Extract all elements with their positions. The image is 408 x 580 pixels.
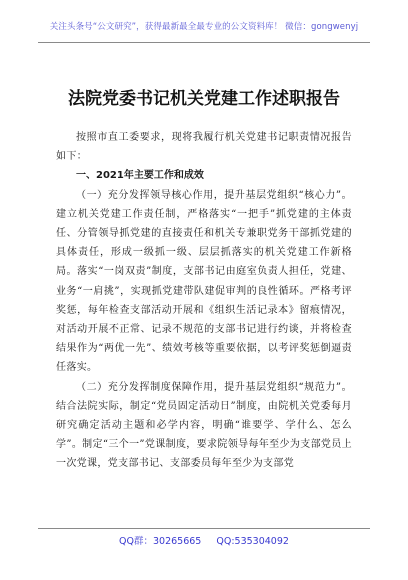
- footer: [0, 533, 408, 547]
- header-divider: [38, 42, 370, 43]
- footer-divider: [38, 528, 370, 529]
- paragraph-1: （一）充分发挥领导核心作用，提升基层党组织“核心力”。建立机关党建工作责任制，严格落实“一把手”抓党建的主体责任、分管领导抓党建的直接责任和机关专兼职党务干部抓党建的具体责任，形成一级抓一级、层层抓落实的机关党建工作新格局。落实“一岗双责”制度，支部书记由庭室负责人担任，党建、业务“一肩挑”，实现抓党建带队建促审判的良性循环。严格考评奖惩，每年检查支部活动开展和《组织生活记录本》留痕情况，对活动开展不正常、记录不规范的支部书记进行约谈，并将检查结果作为“两优一先”、绩效考核等重要依据，以考评奖惩倒逼责任落实。: [56, 189, 352, 374]
- footer-qq-group: QQ群：30265665: [119, 536, 202, 547]
- footer-qq-contact: QQ:535304092: [216, 536, 289, 547]
- paragraph-2: （二）充分发挥制度保障作用，提升基层党组织“规范力”。结合法院实际，制定“党员固定活动日”制度，由院机关党委每月研究确定活动主题和必学内容，明确“谁要学、学什么、怎么学”。制定“三个一”党课制度，要求院领导每年至少为支部党员上一次党课，党支部书记、支部委员每年至少为支部党: [56, 381, 352, 470]
- document-body: [56, 128, 352, 474]
- header-note: 关注头条号“公文研究”，获得最新最全最专业的公文资料库！ 微信：gongwenyj: [49, 22, 359, 32]
- section-heading: 一、2021年主要工作和成效: [76, 170, 204, 182]
- intro-paragraph: 按照市直工委要求，现将我履行机关党建书记职责情况报告如下：: [56, 132, 352, 163]
- document-title: 法院党委书记机关党建工作述职报告: [68, 89, 340, 109]
